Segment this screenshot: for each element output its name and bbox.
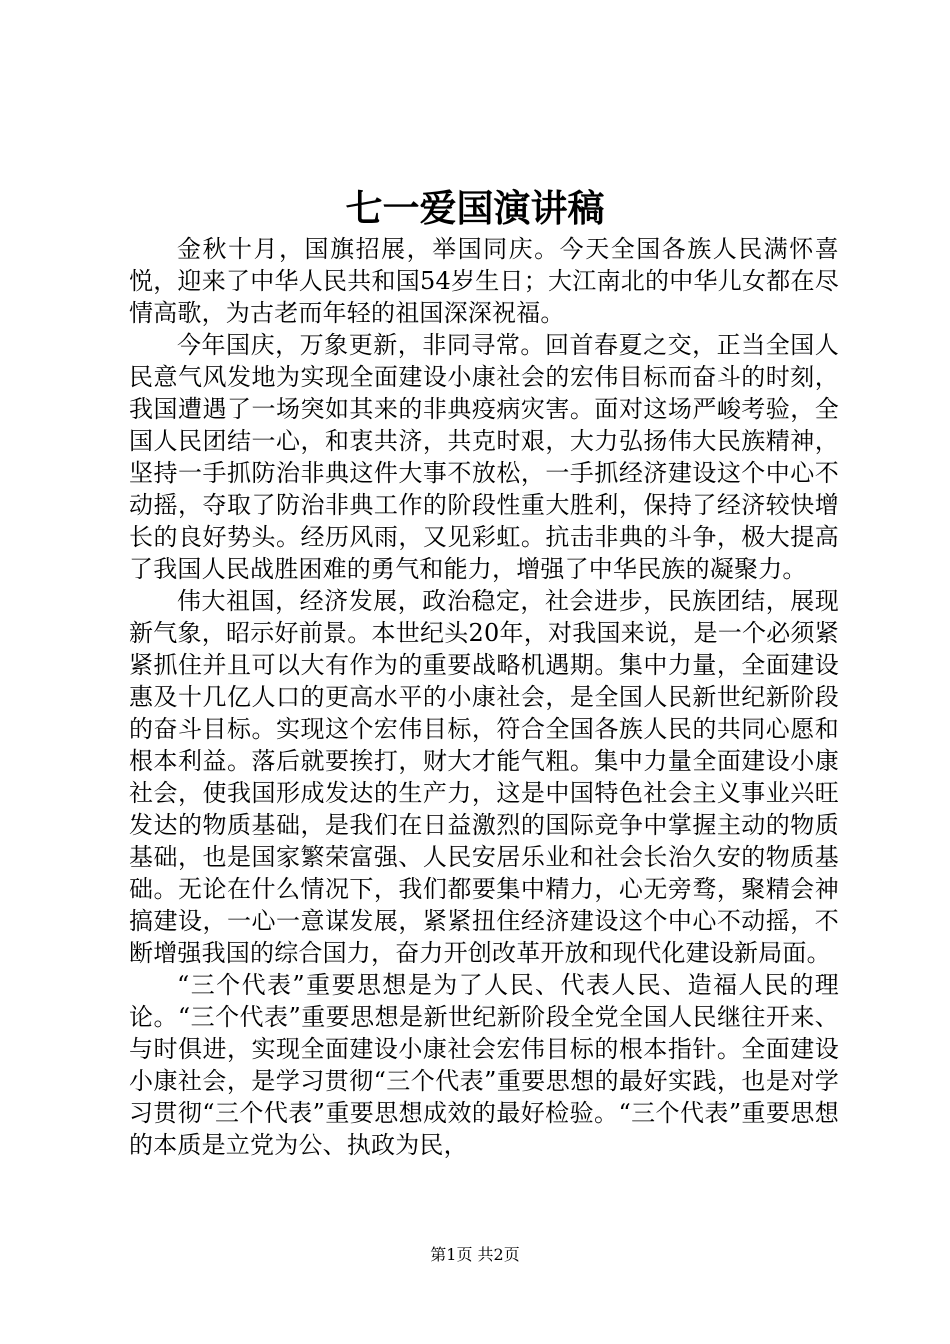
page-footer: 第1页 共2页 bbox=[430, 1245, 520, 1264]
paragraph-1: 金秋十月，国旗招展，举国同庆。今天全国各族人民满怀喜悦，迎来了中华人民共和国54岁生日；大江南北的中华儿女都在尽情高歌，为古老而年轻的祖国深深祝福。 bbox=[129, 235, 839, 327]
paragraph-4: “三个代表”重要思想是为了人民、代表人民、造福人民的理论。“三个代表”重要思想是新世纪新阶段全党全国人民继往开来、与时俱进，实现全面建设小康社会宏伟目标的根本指针。全面建设小康社会，是学习贯彻“三个代表”重要思想的最好实践，也是对学习贯彻“三个代表”重要思想成效的最好检验。“三个代表”重要思想的本质是立党为公、执政为民， bbox=[129, 971, 839, 1159]
paragraph-2: 今年国庆，万象更新，非同寻常。回首春夏之交，正当全国人民意气风发地为实现全面建设小康社会的宏伟目标而奋斗的时刻，我国遭遇了一场突如其来的非典疫病灾害。面对这场严峻考验，全国人民团结一心，和衷共济，共克时艰，大力弘扬伟大民族精神，坚持一手抓防治非典这件大事不放松，一手抓经济建设这个中心不动摇，夺取了防治非典工作的阶段性重大胜利，保持了经济较快增长的良好势头。经历风雨，又见彩虹。抗击非典的斗争，极大提高了我国人民战胜困难的勇气和能力，增强了中华民族的凝聚力。 bbox=[129, 331, 839, 583]
paragraph-3: 伟大祖国，经济发展，政治稳定，社会进步，民族团结，展现新气象，昭示好前景。本世纪头20年，对我国来说，是一个必须紧紧抓住并且可以大有作为的重要战略机遇期。集中力量，全面建设惠及十几亿人口的更高水平的小康社会，是全国人民新世纪新阶段的奋斗目标。实现这个宏伟目标，符合全国各族人民的共同心愿和根本利益。落后就要挨打，财大才能气粗。集中力量全面建设小康社会，使我国形成发达的生产力，这是中国特色社会主义事业兴旺发达的物质基础，是我们在日益激烈的国际竞争中掌握主动的物质基础，也是国家繁荣富强、人民安居乐业和社会长治久安的物质基础。无论在什么情况下，我们都要集中精力，心无旁骛，聚精会神搞建设，一心一意谋发展，紧紧扭住经济建设这个中心不动摇，不断增强我国的综合国力，奋力开创改革开放和现代化建设新局面。 bbox=[129, 587, 839, 967]
document-body bbox=[129, 233, 839, 1161]
document-title: 七一爱国演讲稿 bbox=[345, 186, 605, 230]
